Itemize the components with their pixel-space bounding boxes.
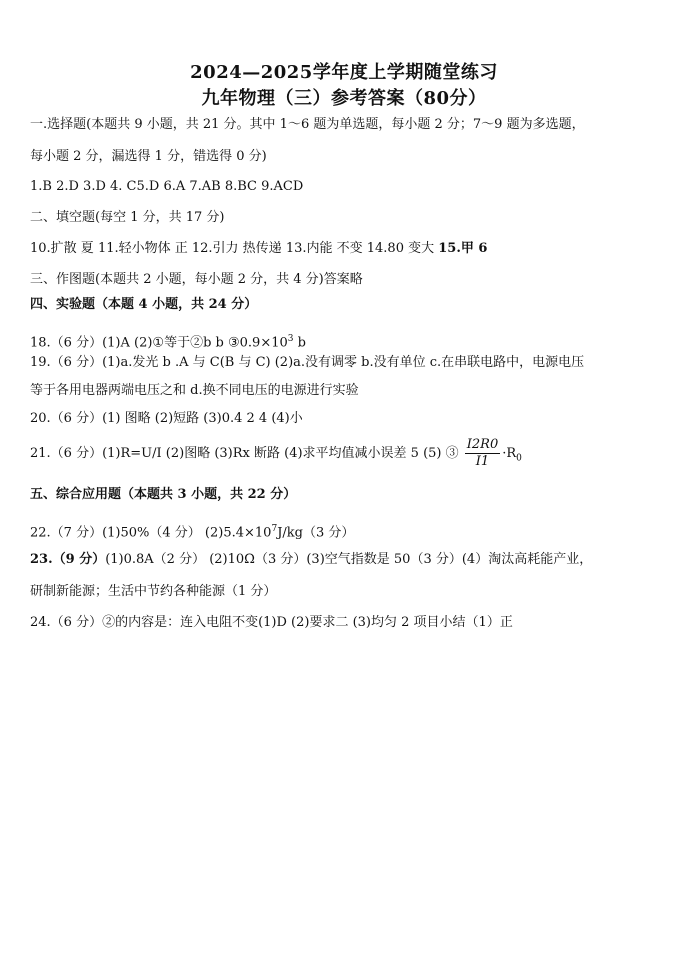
- section1-header-line1: 一.选择题(本题共 9 小题，共 21 分。其中 1～6 题为单选题，每小题 2 分；7～9 题为多选题，: [30, 117, 585, 132]
- q22-answer: [30, 520, 354, 542]
- section5-header: 五、综合应用题（本题共 3 小题，共 22 分）: [30, 487, 297, 502]
- section3-header: 三、作图题(本题共 2 小题，每小题 2 分，共 4 分)答案略: [30, 272, 363, 287]
- q21-text: 21.（6 分）(1)R=U/I (2)图略 (3)Rx 断路 (4)求平均值减小误差 5 (5) ③: [30, 446, 459, 461]
- q21-tail: ·R: [502, 446, 517, 461]
- q23-answer-line2: 研制新能源；生活中节约各种能源（1 分）: [30, 584, 277, 599]
- section1-header-line2: 每小题 2 分，漏选得 1 分，错选得 0 分): [30, 149, 267, 164]
- q23-label: 23.（9 分）: [30, 552, 106, 567]
- q21-fraction-numerator: I2R0: [466, 437, 499, 452]
- q19-answer-line2: 等于各用电器两端电压之和 d.换不同电压的电源进行实验: [30, 383, 359, 398]
- q23-answer-line1: [30, 551, 592, 569]
- q22-exponent: 7: [271, 524, 278, 534]
- page-subtitle: 九年物理（三）参考答案（80分）: [201, 88, 487, 109]
- q21-fraction: [465, 437, 500, 470]
- q22-tail: J/kg（3 分）: [277, 525, 355, 541]
- section2-header: 二、填空题(每空 1 分，共 17 分): [30, 210, 225, 225]
- section2-answers-main: 10.扩散 夏 11.轻小物体 正 12.引力 热传递 13.内能 不变 14.80 变大: [30, 241, 439, 256]
- q21-subscript: 0: [516, 453, 522, 464]
- q24-answer: 24.（6 分）②的内容是：连入电阻不变(1)D (2)要求二 (3)均匀 2 项目小结（1）正: [30, 615, 513, 630]
- q18-text: 18.（6 分）(1)A (2)①等于②b b ③0.9×10: [30, 335, 288, 351]
- q19-answer-line1: 19.（6 分）(1)a.发光 b .A 与 C(B 与 C) (2)a.没有调零 b.没有单位 c.在串联电路中，电源电压: [30, 355, 585, 370]
- section4-header: 四、实验题（本题 4 小题，共 24 分）: [30, 297, 258, 312]
- section2-answers-bold: 15.甲 6: [438, 241, 488, 256]
- q18-answer: [30, 330, 306, 352]
- section2-answers: [30, 240, 487, 258]
- q20-answer: 20.（6 分）(1) 图略 (2)短路 (3)0.4 2 4 (4)小: [30, 411, 303, 426]
- q22-text: 22.（7 分）(1)50%（4 分） (2)5.4×10: [30, 525, 272, 541]
- page-title: 2024—2025学年度上学期随堂练习: [190, 62, 498, 83]
- section1-answers: 1.B 2.D 3.D 4. C5.D 6.A 7.AB 8.BC 9.ACD: [30, 179, 304, 194]
- q18-exponent: 3: [287, 334, 294, 344]
- q21-answer: [30, 436, 522, 477]
- q23-text: (1)0.8A（2 分） (2)10Ω（3 分）(3)空气指数是 50（3 分）(4）淘汰高耗能产业，: [105, 552, 593, 567]
- q21-fraction-denominator: I1: [475, 454, 490, 469]
- q18-tail: b: [293, 335, 306, 351]
